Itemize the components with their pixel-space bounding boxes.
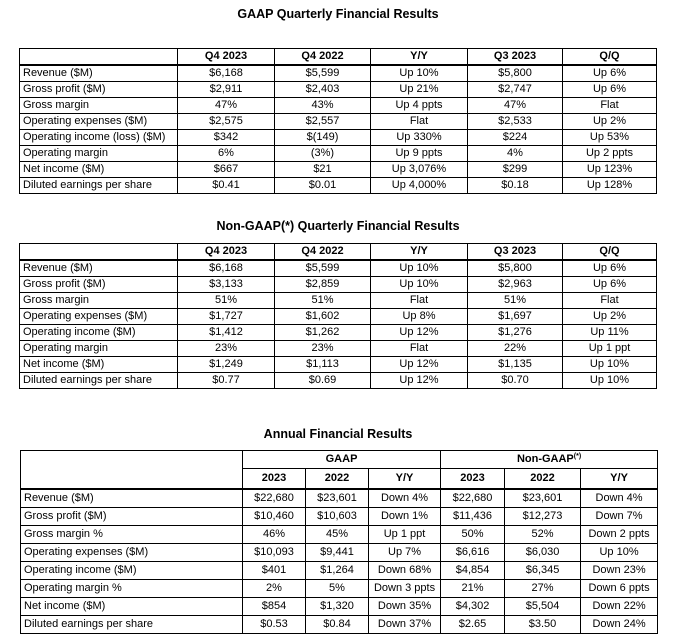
table-cell: 21% <box>441 580 505 598</box>
empty-header-cell <box>21 451 243 469</box>
row-label: Net income ($M) <box>20 162 178 178</box>
table-cell: Down 23% <box>581 562 658 580</box>
table-cell: (3%) <box>275 146 371 162</box>
table-cell: $1,264 <box>306 562 369 580</box>
table-cell: $5,800 <box>468 65 563 82</box>
row-label: Operating expenses ($M) <box>20 114 178 130</box>
table-row <box>21 616 658 634</box>
table-cell: Down 7% <box>581 508 658 526</box>
table-cell: 43% <box>275 98 371 114</box>
table-cell: Down 4% <box>581 489 658 508</box>
table-cell: $2,575 <box>178 114 275 130</box>
column-header: 2022 <box>505 469 581 490</box>
table-row <box>21 562 658 580</box>
table-cell: 47% <box>468 98 563 114</box>
column-header: Q/Q <box>563 49 657 66</box>
nongaap-group-label: Non-GAAP <box>516 453 574 465</box>
table-row <box>21 544 658 562</box>
annual-group-header-row <box>21 451 658 469</box>
table-cell: Up 12% <box>371 357 468 373</box>
table-cell: $9,441 <box>306 544 369 562</box>
table-row <box>21 508 658 526</box>
row-label: Operating income (loss) ($M) <box>20 130 178 146</box>
table-cell: Up 2% <box>563 309 657 325</box>
annual-title: Annual Financial Results <box>263 427 413 441</box>
table-cell: Up 1 ppt <box>369 526 441 544</box>
table-cell: Up 6% <box>563 82 657 98</box>
row-label: Operating expenses ($M) <box>20 309 178 325</box>
table-cell: Up 10% <box>581 544 658 562</box>
table-cell: $0.53 <box>243 616 306 634</box>
table-cell: $10,093 <box>243 544 306 562</box>
nongaap-footnote-mark: (*) <box>573 453 582 460</box>
table-cell: 5% <box>306 580 369 598</box>
row-label: Revenue ($M) <box>20 260 178 277</box>
table-cell: $6,168 <box>178 260 275 277</box>
table-cell: $3.50 <box>505 616 581 634</box>
annual-subheader-row <box>21 469 658 490</box>
table-cell: 51% <box>468 293 563 309</box>
row-label: Revenue ($M) <box>20 65 178 82</box>
table-cell: Down 37% <box>369 616 441 634</box>
table-cell: $23,601 <box>505 489 581 508</box>
table-cell: $1,276 <box>468 325 563 341</box>
table-cell: $3,133 <box>178 277 275 293</box>
row-label: Gross margin <box>20 293 178 309</box>
row-label: Diluted earnings per share <box>20 373 178 389</box>
table-cell: Up 10% <box>563 357 657 373</box>
column-header: Y/Y <box>371 244 468 261</box>
table-cell: $11,436 <box>441 508 505 526</box>
table-row <box>21 598 658 616</box>
table-row <box>20 357 657 373</box>
table-cell: $2,403 <box>275 82 371 98</box>
row-label: Gross profit ($M) <box>20 277 178 293</box>
table-cell: Flat <box>563 293 657 309</box>
table-cell: $2,747 <box>468 82 563 98</box>
table-row <box>20 98 657 114</box>
table-cell: Down 6 ppts <box>581 580 658 598</box>
table-row <box>20 65 657 82</box>
table-cell: 2% <box>243 580 306 598</box>
table-header-row <box>20 49 657 66</box>
table-cell: $342 <box>178 130 275 146</box>
table-row <box>20 309 657 325</box>
row-label: Gross profit ($M) <box>20 82 178 98</box>
table-cell: $2,963 <box>468 277 563 293</box>
table-cell: $0.69 <box>275 373 371 389</box>
table-cell: $1,727 <box>178 309 275 325</box>
table-cell: Up 123% <box>563 162 657 178</box>
table-cell: 23% <box>178 341 275 357</box>
table-cell: Up 2 ppts <box>563 146 657 162</box>
row-label: Operating margin % <box>21 580 243 598</box>
table-cell: $1,262 <box>275 325 371 341</box>
table-cell: $21 <box>275 162 371 178</box>
table-row <box>21 489 658 508</box>
table-cell: Flat <box>371 114 468 130</box>
column-header: Q4 2022 <box>275 244 371 261</box>
table-cell: $(149) <box>275 130 371 146</box>
table-cell: $401 <box>243 562 306 580</box>
table-cell: 46% <box>243 526 306 544</box>
table-cell: $5,599 <box>275 260 371 277</box>
table-cell: Up 1 ppt <box>563 341 657 357</box>
table-cell: $0.70 <box>468 373 563 389</box>
table-row <box>20 146 657 162</box>
table-cell: $0.77 <box>178 373 275 389</box>
column-header: Q4 2023 <box>178 244 275 261</box>
table-cell: 51% <box>275 293 371 309</box>
table-cell: $1,412 <box>178 325 275 341</box>
table-cell: 6% <box>178 146 275 162</box>
table-cell: Flat <box>563 98 657 114</box>
column-header: 2023 <box>441 469 505 490</box>
table-cell: Down 1% <box>369 508 441 526</box>
table-cell: $854 <box>243 598 306 616</box>
column-header: Q3 2023 <box>468 244 563 261</box>
column-header: Y/Y <box>581 469 658 490</box>
row-label: Gross margin <box>20 98 178 114</box>
row-label: Gross profit ($M) <box>21 508 243 526</box>
annual-table <box>20 450 658 634</box>
row-label: Operating margin <box>20 146 178 162</box>
table-cell: Up 4 ppts <box>371 98 468 114</box>
column-header: Y/Y <box>371 49 468 66</box>
table-cell: 4% <box>468 146 563 162</box>
table-cell: $22,680 <box>441 489 505 508</box>
table-cell: 27% <box>505 580 581 598</box>
row-label: Net income ($M) <box>21 598 243 616</box>
column-header: Y/Y <box>369 469 441 490</box>
table-cell: Up 12% <box>371 373 468 389</box>
table-row <box>20 277 657 293</box>
empty-header-cell <box>20 244 178 261</box>
table-cell: Up 10% <box>371 277 468 293</box>
table-cell: Up 9 ppts <box>371 146 468 162</box>
table-cell: $1,320 <box>306 598 369 616</box>
table-cell: Up 10% <box>371 65 468 82</box>
table-cell: $10,460 <box>243 508 306 526</box>
table-cell: $667 <box>178 162 275 178</box>
table-cell: 22% <box>468 341 563 357</box>
table-row <box>20 293 657 309</box>
row-label: Revenue ($M) <box>21 489 243 508</box>
table-cell: $2.65 <box>441 616 505 634</box>
table-cell: $5,599 <box>275 65 371 82</box>
table-cell: Down 4% <box>369 489 441 508</box>
table-cell: Flat <box>371 293 468 309</box>
column-header: Q4 2023 <box>178 49 275 66</box>
table-cell: $6,345 <box>505 562 581 580</box>
row-label: Diluted earnings per share <box>21 616 243 634</box>
table-cell: Up 128% <box>563 178 657 194</box>
table-cell: Down 35% <box>369 598 441 616</box>
table-cell: $1,602 <box>275 309 371 325</box>
table-row <box>20 114 657 130</box>
table-row <box>20 373 657 389</box>
row-label: Operating expenses ($M) <box>21 544 243 562</box>
empty-header-cell <box>20 49 178 66</box>
table-cell: $2,557 <box>275 114 371 130</box>
table-row <box>20 260 657 277</box>
table-cell: $224 <box>468 130 563 146</box>
table-cell: Up 3,076% <box>371 162 468 178</box>
table-cell: 51% <box>178 293 275 309</box>
table-cell: Up 12% <box>371 325 468 341</box>
table-cell: Up 53% <box>563 130 657 146</box>
gaap-group-header <box>243 451 441 469</box>
table-cell: $6,616 <box>441 544 505 562</box>
table-cell: $5,504 <box>505 598 581 616</box>
table-cell: Down 3 ppts <box>369 580 441 598</box>
table-row <box>20 82 657 98</box>
row-label: Operating income ($M) <box>21 562 243 580</box>
table-cell: $12,273 <box>505 508 581 526</box>
row-label: Diluted earnings per share <box>20 178 178 194</box>
row-label: Gross margin % <box>21 526 243 544</box>
table-cell: $10,603 <box>306 508 369 526</box>
table-cell: $2,911 <box>178 82 275 98</box>
table-cell: Up 21% <box>371 82 468 98</box>
row-label: Operating income ($M) <box>20 325 178 341</box>
table-cell: Flat <box>371 341 468 357</box>
table-row <box>20 341 657 357</box>
table-cell: 23% <box>275 341 371 357</box>
table-cell: $1,697 <box>468 309 563 325</box>
table-cell: Up 6% <box>563 260 657 277</box>
table-row <box>20 178 657 194</box>
table-cell: Up 4,000% <box>371 178 468 194</box>
column-header: Q3 2023 <box>468 49 563 66</box>
table-cell: $1,113 <box>275 357 371 373</box>
table-cell: $0.18 <box>468 178 563 194</box>
nongaap-group-header <box>441 451 658 469</box>
row-label: Net income ($M) <box>20 357 178 373</box>
table-cell: 45% <box>306 526 369 544</box>
table-cell: Up 6% <box>563 277 657 293</box>
column-header: Q4 2022 <box>275 49 371 66</box>
table-row <box>21 580 658 598</box>
table-cell: $1,249 <box>178 357 275 373</box>
table-cell: 50% <box>441 526 505 544</box>
table-cell: $2,533 <box>468 114 563 130</box>
gaap-quarterly-title: GAAP Quarterly Financial Results <box>237 7 439 21</box>
table-cell: 47% <box>178 98 275 114</box>
table-cell: Down 24% <box>581 616 658 634</box>
table-cell: $0.01 <box>275 178 371 194</box>
table-cell: 52% <box>505 526 581 544</box>
table-cell: $5,800 <box>468 260 563 277</box>
nongaap-quarterly-title: Non-GAAP(*) Quarterly Financial Results <box>216 219 460 233</box>
table-cell: $6,030 <box>505 544 581 562</box>
gaap-quarterly-table <box>19 48 657 194</box>
table-cell: $22,680 <box>243 489 306 508</box>
table-cell: Down 2 ppts <box>581 526 658 544</box>
table-cell: Up 11% <box>563 325 657 341</box>
table-cell: $0.41 <box>178 178 275 194</box>
empty-header-cell <box>21 469 243 490</box>
table-row <box>21 526 658 544</box>
table-row <box>20 130 657 146</box>
column-header: Q/Q <box>563 244 657 261</box>
table-header-row <box>20 244 657 261</box>
table-cell: Up 6% <box>563 65 657 82</box>
table-cell: $4,302 <box>441 598 505 616</box>
table-cell: Up 330% <box>371 130 468 146</box>
table-cell: Up 10% <box>563 373 657 389</box>
table-cell: $299 <box>468 162 563 178</box>
nongaap-quarterly-table <box>19 243 657 389</box>
table-cell: Down 22% <box>581 598 658 616</box>
column-header: 2022 <box>306 469 369 490</box>
table-cell: $2,859 <box>275 277 371 293</box>
table-row <box>20 162 657 178</box>
table-cell: $23,601 <box>306 489 369 508</box>
table-cell: $4,854 <box>441 562 505 580</box>
table-cell: Up 2% <box>563 114 657 130</box>
table-cell: $1,135 <box>468 357 563 373</box>
table-cell: $0.84 <box>306 616 369 634</box>
table-row <box>20 325 657 341</box>
table-cell: Up 8% <box>371 309 468 325</box>
gaap-group-label: GAAP <box>325 453 358 465</box>
table-cell: $6,168 <box>178 65 275 82</box>
row-label: Operating margin <box>20 341 178 357</box>
table-cell: Up 7% <box>369 544 441 562</box>
column-header: 2023 <box>243 469 306 490</box>
table-cell: Up 10% <box>371 260 468 277</box>
table-cell: Down 68% <box>369 562 441 580</box>
